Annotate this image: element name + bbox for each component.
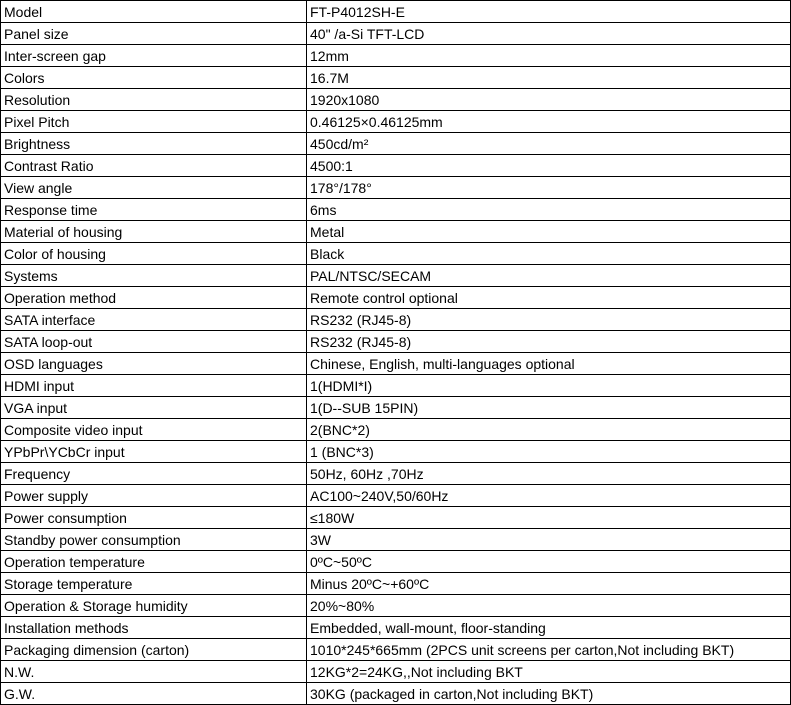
spec-value: AC100~240V,50/60Hz [307, 485, 791, 507]
table-row [1, 661, 791, 683]
spec-label: Inter-screen gap [1, 45, 307, 67]
spec-label: VGA input [1, 397, 307, 419]
spec-value: 1 (BNC*3) [307, 441, 791, 463]
table-row [1, 529, 791, 551]
spec-value: 3W [307, 529, 791, 551]
spec-label: Power consumption [1, 507, 307, 529]
spec-label: Colors [1, 67, 307, 89]
spec-value: 2(BNC*2) [307, 419, 791, 441]
spec-label: Installation methods [1, 617, 307, 639]
table-row [1, 595, 791, 617]
spec-label: Brightness [1, 133, 307, 155]
spec-label: Operation & Storage humidity [1, 595, 307, 617]
spec-label: Power supply [1, 485, 307, 507]
table-row [1, 243, 791, 265]
spec-label: View angle [1, 177, 307, 199]
table-row [1, 1, 791, 23]
table-row [1, 639, 791, 661]
table-row [1, 23, 791, 45]
spec-value: Metal [307, 221, 791, 243]
table-row [1, 331, 791, 353]
spec-table-body [1, 1, 791, 705]
table-row [1, 133, 791, 155]
spec-value: Minus 20ºC~+60ºC [307, 573, 791, 595]
spec-value: 50Hz, 60Hz ,70Hz [307, 463, 791, 485]
table-row [1, 45, 791, 67]
table-row [1, 111, 791, 133]
spec-value: 6ms [307, 199, 791, 221]
table-row [1, 573, 791, 595]
table-row [1, 397, 791, 419]
table-row [1, 551, 791, 573]
spec-label: OSD languages [1, 353, 307, 375]
spec-label: Response time [1, 199, 307, 221]
table-row [1, 485, 791, 507]
spec-label: Standby power consumption [1, 529, 307, 551]
spec-value: 12KG*2=24KG,,Not including BKT [307, 661, 791, 683]
spec-value: 16.7M [307, 67, 791, 89]
spec-value: Remote control optional [307, 287, 791, 309]
spec-label: Resolution [1, 89, 307, 111]
table-row [1, 67, 791, 89]
spec-label: Contrast Ratio [1, 155, 307, 177]
spec-value: 1010*245*665mm (2PCS unit screens per carton,Not including BKT) [307, 639, 791, 661]
spec-label: Operation temperature [1, 551, 307, 573]
spec-label: Material of housing [1, 221, 307, 243]
spec-label: N.W. [1, 661, 307, 683]
spec-value: Black [307, 243, 791, 265]
table-row [1, 353, 791, 375]
table-row [1, 375, 791, 397]
table-row [1, 617, 791, 639]
table-row [1, 507, 791, 529]
spec-label: Operation method [1, 287, 307, 309]
spec-value: 30KG (packaged in carton,Not including BKT) [307, 683, 791, 705]
table-row [1, 309, 791, 331]
spec-value: Chinese, English, multi-languages optional [307, 353, 791, 375]
spec-value: 1(D--SUB 15PIN) [307, 397, 791, 419]
spec-label: Storage temperature [1, 573, 307, 595]
spec-value: 12mm [307, 45, 791, 67]
table-row [1, 221, 791, 243]
spec-label: Frequency [1, 463, 307, 485]
table-row [1, 265, 791, 287]
spec-value: 20%~80% [307, 595, 791, 617]
table-row [1, 155, 791, 177]
spec-label: Model [1, 1, 307, 23]
spec-value: RS232 (RJ45-8) [307, 309, 791, 331]
spec-value: 4500:1 [307, 155, 791, 177]
spec-value: FT-P4012SH-E [307, 1, 791, 23]
spec-label: Packaging dimension (carton) [1, 639, 307, 661]
spec-value: PAL/NTSC/SECAM [307, 265, 791, 287]
spec-value: 40" /a-Si TFT-LCD [307, 23, 791, 45]
table-row [1, 441, 791, 463]
spec-value: 1(HDMI*I) [307, 375, 791, 397]
table-row [1, 683, 791, 705]
table-row [1, 463, 791, 485]
spec-value: 1920x1080 [307, 89, 791, 111]
spec-value: 450cd/m² [307, 133, 791, 155]
spec-value: Embedded, wall-mount, floor-standing [307, 617, 791, 639]
spec-label: Pixel Pitch [1, 111, 307, 133]
spec-label: YPbPr\YCbCr input [1, 441, 307, 463]
spec-label: SATA interface [1, 309, 307, 331]
table-row [1, 89, 791, 111]
table-row [1, 287, 791, 309]
spec-label: Color of housing [1, 243, 307, 265]
spec-value: RS232 (RJ45-8) [307, 331, 791, 353]
table-row [1, 199, 791, 221]
spec-label: G.W. [1, 683, 307, 705]
spec-label: HDMI input [1, 375, 307, 397]
spec-value: 0ºC~50ºC [307, 551, 791, 573]
table-row [1, 177, 791, 199]
spec-label: Composite video input [1, 419, 307, 441]
spec-value: ≤180W [307, 507, 791, 529]
spec-label: Panel size [1, 23, 307, 45]
spec-label: SATA loop-out [1, 331, 307, 353]
spec-value: 0.46125×0.46125mm [307, 111, 791, 133]
spec-label: Systems [1, 265, 307, 287]
spec-value: 178°/178° [307, 177, 791, 199]
table-row [1, 419, 791, 441]
